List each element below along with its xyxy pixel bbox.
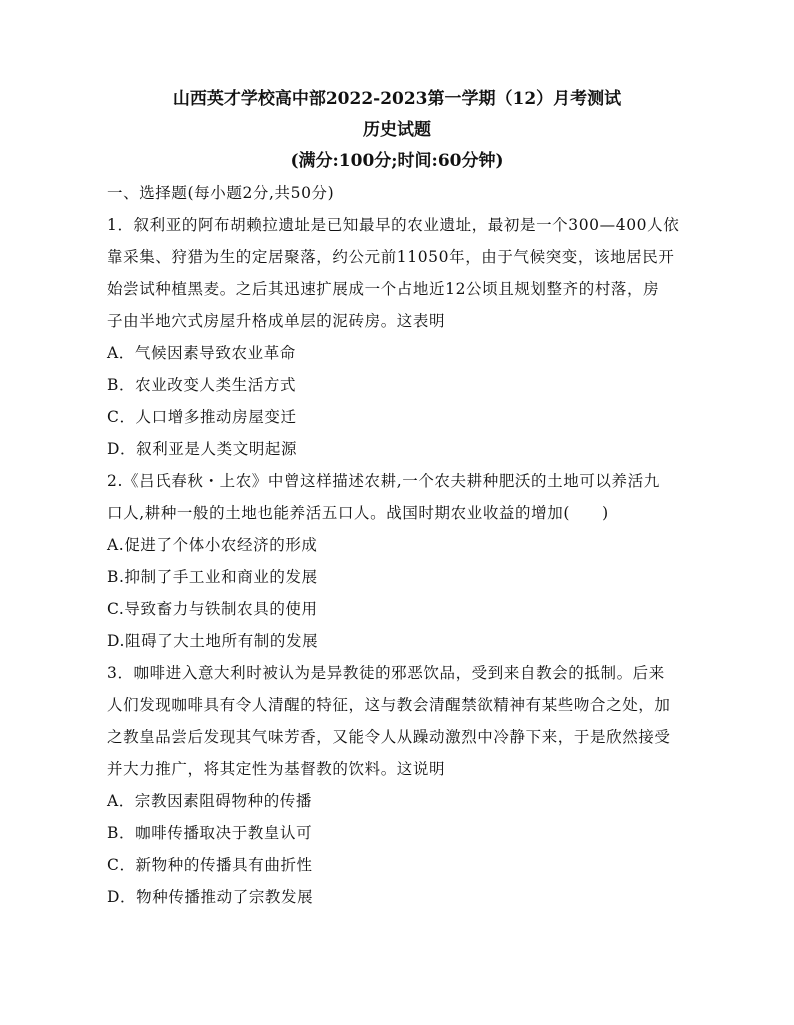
question-1-line-1: 1．叙利亚的阿布胡赖拉遗址是已知最早的农业遗址，最初是一个300—400人依 — [107, 216, 680, 234]
question-1-line-4: 子由半地穴式房屋升格成单层的泥砖房。这表明 — [107, 312, 446, 330]
question-1-line-3: 始尝试种植黑麦。之后其迅速扩展成一个占地近12公顷且规划整齐的村落，房 — [107, 280, 660, 298]
section-heading: 一、选择题(每小题2分,共50分) — [107, 184, 335, 202]
question-3-option-d: D．物种传播推动了宗教发展 — [107, 888, 314, 906]
question-1-option-c: C．人口增多推动房屋变迁 — [107, 408, 297, 426]
exam-info: (满分:100分;时间:60分钟) — [290, 151, 504, 171]
question-2-line-1: 2.《吕氏春秋・上农》中曾这样描述农耕,一个农夫耕种肥沃的土地可以养活九 — [107, 472, 660, 490]
exam-title: 山西英才学校高中部2022-2023第一学期（12）月考测试 — [172, 89, 622, 109]
question-1-line-2: 靠采集、狩猎为生的定居聚落，约公元前11050年，由于气候突变，该地居民开 — [107, 248, 675, 266]
question-3-line-1: 3．咖啡进入意大利时被认为是异教徒的邪恶饮品，受到来自教会的抵制。后来 — [107, 664, 665, 682]
question-3-option-b: B．咖啡传播取决于教皇认可 — [107, 824, 313, 842]
question-3-option-c: C．新物种的传播具有曲折性 — [107, 856, 313, 874]
question-2-option-a: A.促进了个体小农经济的形成 — [107, 536, 318, 554]
question-3-option-a: A．宗教因素阻碍物种的传播 — [107, 792, 312, 810]
question-2-option-b: B.抑制了手工业和商业的发展 — [107, 568, 318, 586]
exam-subject: 历史试题 — [363, 120, 431, 140]
question-2-option-d: D.阻碍了大土地所有制的发展 — [107, 632, 319, 650]
question-3-line-4: 并大力推广，将其定性为基督教的饮料。这说明 — [107, 760, 446, 778]
question-2-line-2: 口人,耕种一般的土地也能养活五口人。战国时期农业收益的增加( ) — [107, 504, 609, 522]
question-1-option-a: A．气候因素导致农业革命 — [107, 344, 296, 362]
question-1-option-b: B．农业改变人类生活方式 — [107, 376, 297, 394]
question-2-option-c: C.导致畜力与铁制农具的使用 — [107, 600, 318, 618]
question-1-option-d: D．叙利亚是人类文明起源 — [107, 440, 298, 458]
question-3-line-3: 之教皇品尝后发现其气味芳香，又能令人从躁动激烈中冷静下来，于是欣然接受 — [107, 728, 671, 746]
question-3-line-2: 人们发现咖啡具有令人清醒的特征，这与教会清醒禁欲精神有某些吻合之处，加 — [107, 696, 671, 714]
